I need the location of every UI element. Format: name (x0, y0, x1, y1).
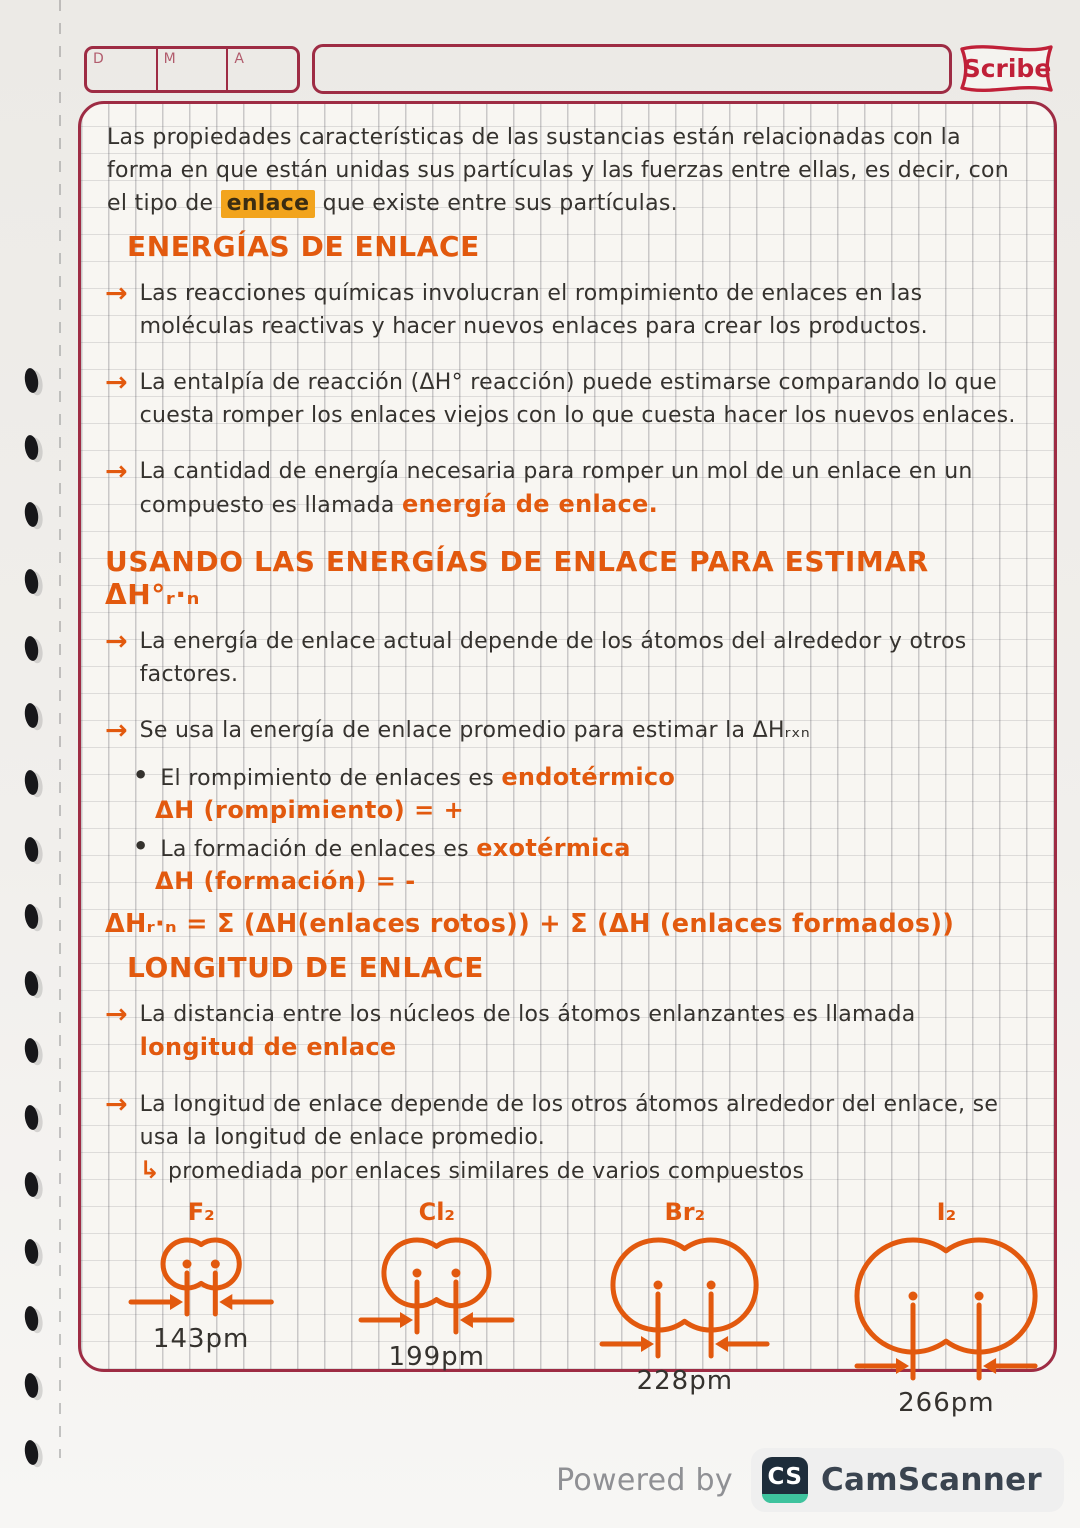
molecule-figure (111, 1198, 291, 1354)
bond-length-diagrams-row (111, 1198, 1032, 1418)
molecule-diagram (582, 1228, 787, 1364)
sub-bullet-text (160, 761, 675, 795)
bullet-row (105, 277, 1032, 343)
molecule-name: F₂ (187, 1198, 215, 1226)
arrow-icon: → (105, 367, 128, 398)
text-segment: El rompimiento de enlaces es (160, 766, 502, 791)
bond-length-label: 199pm (388, 1342, 486, 1372)
arrow-icon: → (105, 715, 128, 746)
arrow-icon: → (105, 278, 128, 309)
arrow-icon: → (105, 456, 128, 487)
text-segment: La formación de enlaces es (160, 837, 477, 862)
binder-hole (23, 1104, 40, 1131)
molecule-name: Br₂ (664, 1198, 706, 1226)
scribe-logo (956, 40, 1058, 98)
perforation-line (59, 0, 61, 1458)
binder-hole (23, 1305, 40, 1332)
notes-area (78, 101, 1057, 1418)
camscanner-icon-text: CS (767, 1463, 803, 1490)
bullet-text (140, 998, 1032, 1065)
binder-hole (23, 1238, 40, 1265)
date-cell-day (87, 49, 158, 90)
dot-icon: • (133, 832, 149, 860)
sub-bullet-text (160, 832, 630, 866)
binder-hole (23, 702, 40, 729)
bullet-row (105, 998, 1032, 1065)
bullet-text (140, 277, 1032, 343)
bullet-text-main (140, 1092, 999, 1150)
camscanner-badge (751, 1448, 1064, 1512)
bullet-text (140, 625, 1032, 691)
molecule-name: I₂ (936, 1198, 957, 1226)
bullet-row (105, 455, 1032, 522)
molecule-figure (582, 1198, 787, 1396)
binder-hole (23, 903, 40, 930)
bullet-text (140, 366, 1032, 432)
text-segment: endotérmico (501, 763, 676, 791)
bond-length-label: 228pm (636, 1366, 734, 1396)
scribe-logo-text: Scribe (962, 54, 1052, 83)
molecule-figure (837, 1198, 1055, 1418)
sub-bullet (133, 832, 1032, 895)
binder-hole (23, 769, 40, 796)
text-segment: longitud de enlace (139, 1033, 397, 1061)
bullet-row (105, 625, 1032, 691)
powered-by-label: Powered by (556, 1462, 733, 1498)
bullet-row (105, 366, 1032, 432)
sub-arrow-icon: ↳ (139, 1156, 161, 1184)
bullet-row (105, 1088, 1032, 1188)
sub-bullet (133, 761, 1032, 824)
molecule-figure (341, 1198, 532, 1372)
camscanner-icon (762, 1457, 808, 1503)
arrow-icon: → (105, 999, 128, 1030)
text-segment: exotérmica (476, 834, 631, 862)
date-box (84, 46, 300, 93)
binder-hole (23, 501, 40, 528)
date-label-a: A (234, 51, 244, 67)
bond-length-label: 266pm (898, 1388, 995, 1418)
bullet-row (105, 714, 1032, 747)
text-segment: Se usa la energía de enlace promedio para estimar la ΔHᵣₓₙ (139, 718, 810, 743)
binder-hole (23, 970, 40, 997)
date-label-m: M (163, 51, 176, 67)
bullet-text (140, 714, 1032, 747)
bullet-text (140, 1088, 1032, 1188)
text-segment: energía de enlace. (401, 490, 659, 518)
text-segment: La energía de enlace actual depende de los átomos del alrededor y otros factores. (139, 629, 967, 687)
title-field (312, 44, 952, 94)
molecule-diagram (837, 1228, 1055, 1386)
bond-length-label: 143pm (152, 1324, 250, 1354)
binder-hole (23, 367, 40, 394)
intro-paragraph (107, 121, 1030, 220)
footer (556, 1448, 1064, 1512)
date-cell-month (158, 49, 229, 90)
date-label-d: D (93, 51, 104, 67)
molecule-name: Cl₂ (418, 1198, 455, 1226)
date-cell-year (228, 49, 297, 90)
molecule-diagram (111, 1228, 291, 1322)
binder-hole (23, 568, 40, 595)
scribe-logo-frame (956, 40, 1058, 98)
binder-hole (23, 836, 40, 863)
arrow-icon: → (105, 626, 128, 657)
bullet-subline (140, 1154, 1032, 1188)
dot-icon: • (133, 761, 149, 789)
binder-hole (23, 635, 40, 662)
text-segment: enlace (221, 190, 316, 218)
section-heading-usando-energias: USANDO LAS ENERGÍAS DE ENLACE PARA ESTIMAR ΔH°ᵣ·ₙ (105, 545, 929, 611)
sub-bullet-formula: ΔH (formación) = - (155, 867, 416, 895)
text-segment: que existe entre sus partículas. (315, 191, 678, 216)
binder-hole (23, 1171, 40, 1198)
text-segment: Las reacciones químicas involucran el rompimiento de enlaces en las moléculas reactivas y hacer nuevos enlaces para crear los productos. (139, 281, 928, 339)
section-heading-longitud-de-enlace: LONGITUD DE ENLACE (127, 951, 484, 984)
binder-hole (23, 1439, 40, 1466)
bullet-subline-text: promediada por enlaces similares de varios compuestos (168, 1159, 805, 1184)
section-heading-energias-de-enlace: ENERGÍAS DE ENLACE (127, 230, 480, 263)
text-segment: La distancia entre los núcleos de los átomos enlanzantes es llamada (139, 1002, 916, 1027)
camscanner-icon-teal-bar (762, 1494, 808, 1503)
sub-bullet-formula: ΔH (rompimiento) = + (155, 796, 465, 824)
binder-hole (23, 1037, 40, 1064)
arrow-icon: → (105, 1089, 128, 1120)
binder-hole (23, 434, 40, 461)
camscanner-label: CamScanner (820, 1462, 1042, 1498)
text-segment: La cantidad de energía necesaria para romper un mol de un enlace en un compuesto es llamada (139, 459, 973, 518)
bullet-text (140, 455, 1032, 522)
enthalpy-formula-line: ΔHᵣ·ₙ = Σ (ΔH(enlaces rotos)) + Σ (ΔH (enlaces formados)) (105, 909, 955, 939)
text-segment: La entalpía de reacción (ΔH° reacción) puede estimarse comparando lo que cuesta romper los enlaces viejos con lo que cuesta hacer los nuevos enlaces. (139, 370, 1016, 428)
molecule-diagram (341, 1228, 532, 1340)
binder-hole (23, 1372, 40, 1399)
text-segment: La longitud de enlace depende de los otros átomos alrededor del enlace, se usa la longitud de enlace promedio. (139, 1092, 999, 1150)
text-segment: Las propiedades características de las sustancias están relacionadas con la forma en que están unidas sus partículas y las fuerzas entre ellas, es decir, con el tipo de (107, 125, 1010, 216)
